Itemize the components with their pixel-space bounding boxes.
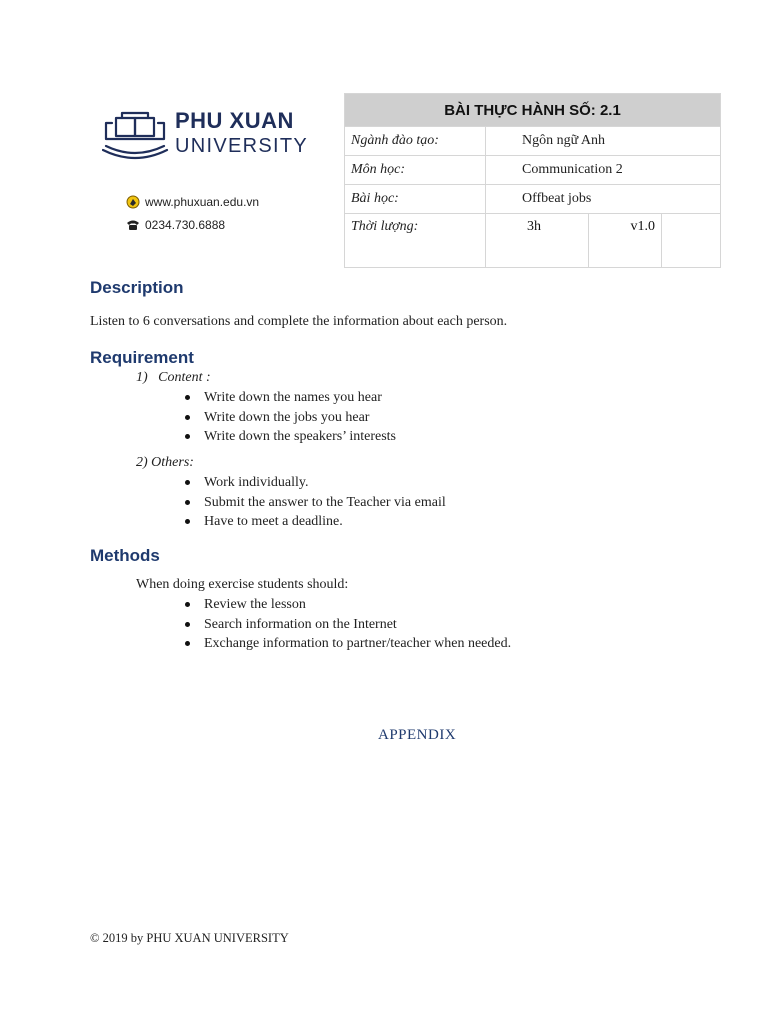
description-text: Listen to 6 conversations and complete the information about each person. bbox=[90, 314, 508, 329]
phone-text[interactable]: 0234.730.6888 bbox=[145, 218, 226, 232]
footer-copyright: © 2019 by PHU XUAN UNIVERSITY bbox=[90, 931, 289, 945]
methods-list bbox=[180, 595, 511, 654]
label-subject: Môn học: bbox=[345, 156, 486, 185]
list-item: Submit the answer to the Teacher via email bbox=[180, 493, 446, 513]
value-duration: 3h bbox=[486, 214, 589, 268]
methods-heading: Methods bbox=[90, 546, 160, 565]
empty-cell bbox=[662, 214, 721, 268]
lab-info-table bbox=[344, 93, 721, 268]
value-lesson: Offbeat jobs bbox=[486, 185, 721, 214]
list-item: Work individually. bbox=[180, 473, 446, 493]
value-version: v1.0 bbox=[589, 214, 662, 268]
content-list bbox=[180, 388, 396, 447]
lab-title: BÀI THỰC HÀNH SỐ: 2.1 bbox=[345, 94, 721, 127]
label-major: Ngành đào tạo: bbox=[345, 127, 486, 156]
description-heading: Description bbox=[90, 278, 184, 297]
value-subject: Communication 2 bbox=[486, 156, 721, 185]
website-contact[interactable] bbox=[126, 195, 259, 209]
phone-contact[interactable] bbox=[126, 218, 225, 232]
content-label: 1) Content : bbox=[136, 370, 211, 385]
list-item: Have to meet a deadline. bbox=[180, 512, 446, 532]
phone-icon bbox=[126, 218, 140, 232]
appendix-heading: APPENDIX bbox=[378, 727, 457, 743]
methods-intro: When doing exercise students should: bbox=[136, 577, 349, 592]
label-duration: Thời lượng: bbox=[345, 214, 486, 268]
others-label: 2) Others: bbox=[136, 455, 194, 470]
label-lesson: Bài học: bbox=[345, 185, 486, 214]
list-item: Write down the jobs you hear bbox=[180, 408, 396, 428]
logo-subtitle: UNIVERSITY bbox=[175, 135, 309, 157]
list-item: Review the lesson bbox=[180, 595, 511, 615]
list-item: Search information on the Internet bbox=[180, 615, 511, 635]
others-list bbox=[180, 473, 446, 532]
website-text[interactable]: www.phuxuan.edu.vn bbox=[145, 195, 260, 209]
list-item: Exchange information to partner/teacher when needed. bbox=[180, 634, 511, 654]
list-item: Write down the speakers’ interests bbox=[180, 427, 396, 447]
value-major: Ngôn ngữ Anh bbox=[486, 127, 721, 156]
globe-icon bbox=[126, 195, 140, 209]
list-item: Write down the names you hear bbox=[180, 388, 396, 408]
requirement-heading: Requirement bbox=[90, 348, 194, 367]
logo-name: PHU XUAN bbox=[175, 108, 294, 133]
